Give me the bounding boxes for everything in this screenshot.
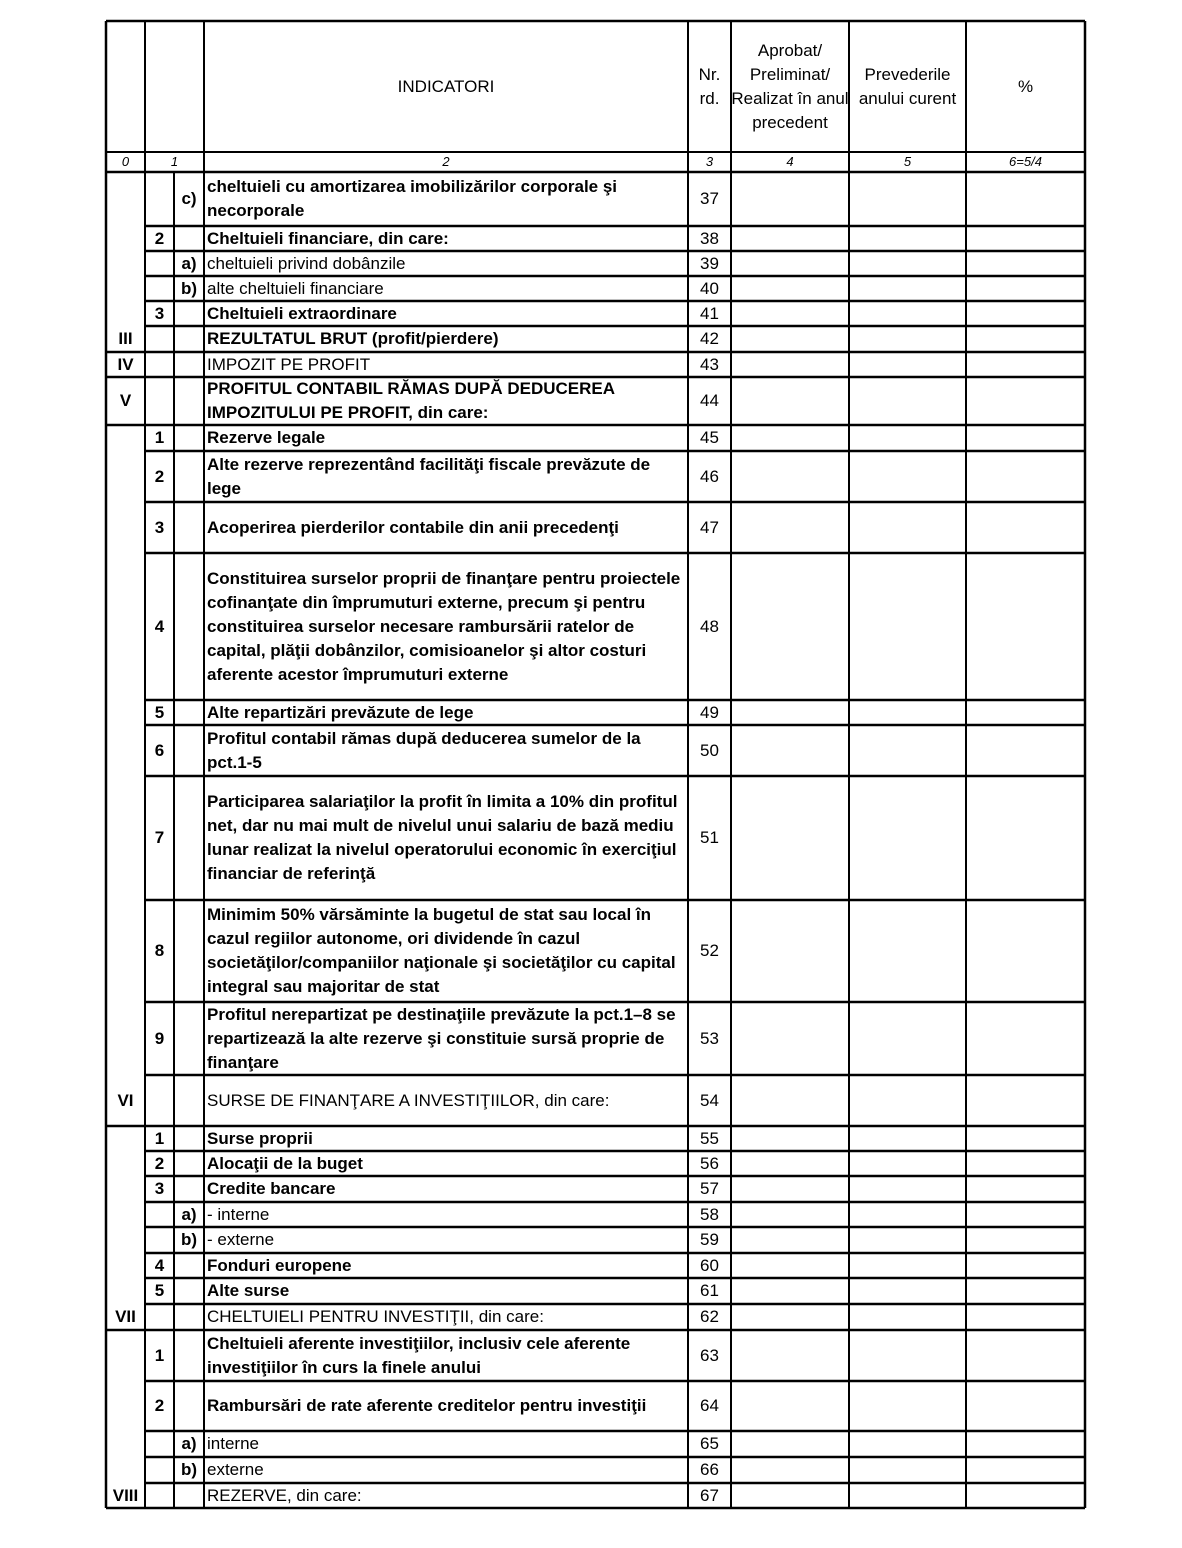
- row-indicator-text: Minimim 50% vărsăminte la bugetul de stat sau local în cazul regiilor autonome, ori dividende în cazul societăţilor/companiilor naţionale şi societăţilor cu capital integral sau majoritar de stat: [207, 905, 676, 996]
- row-value-previous-year: [731, 1431, 849, 1457]
- row-sub-letter: a): [181, 253, 197, 273]
- row-value-current-year: [849, 1151, 966, 1176]
- row-indicator-text: Cheltuieli aferente investiţiilor, inclusiv cele aferente investiţiilor în curs la finele anului: [207, 1333, 631, 1377]
- row-number: [145, 1202, 174, 1227]
- row-section-roman: [106, 1457, 145, 1483]
- row-section-roman: [106, 1431, 145, 1457]
- row-value-current-year: [849, 1075, 966, 1126]
- row-value-percent: [966, 172, 1085, 226]
- row-value-previous-year: [731, 1253, 849, 1278]
- row-section-roman: IV: [117, 354, 134, 374]
- row-number: 3: [154, 303, 165, 323]
- row-number: [145, 377, 174, 425]
- row-value-percent: [966, 1253, 1085, 1278]
- row-indicator-text: Credite bancare: [207, 1179, 336, 1198]
- row-indicator-text: Constituirea surselor proprii de finanţare pentru proiectele cofinanţate din împrumuturi externe, precum şi pentru constituirea surselor necesare rambursării ratelor de capital, plăţii dobânzilor, comisioanelor şi altor costuri aferente acestor împrumuturi externe: [207, 568, 681, 684]
- column-index-cell: 6=5/4: [1009, 154, 1042, 169]
- row-value-previous-year: [731, 1126, 849, 1151]
- row-indicator-text: - interne: [207, 1204, 270, 1224]
- row-value-percent: [966, 1202, 1085, 1227]
- header-current-year: Prevederile anului curent: [858, 64, 957, 108]
- header-nr-rd: Nr. rd.: [698, 64, 721, 108]
- row-indicator-text: - externe: [207, 1230, 275, 1249]
- row-section-roman: [106, 301, 145, 326]
- row-value-previous-year: [731, 502, 849, 553]
- row-value-previous-year: [731, 276, 849, 301]
- row-indicator-text: Rezerve legale: [207, 428, 326, 447]
- row-number: 3: [154, 517, 165, 537]
- row-value-previous-year: [731, 326, 849, 352]
- row-value-current-year: [849, 1253, 966, 1278]
- row-value-percent: [966, 1381, 1085, 1431]
- row-nr-rd: 63: [700, 1345, 719, 1365]
- row-nr-rd: 62: [700, 1307, 719, 1326]
- row-value-percent: [966, 301, 1085, 326]
- row-value-previous-year: [731, 1227, 849, 1253]
- row-number: 1: [154, 1345, 165, 1365]
- row-value-current-year: [849, 1304, 966, 1330]
- row-value-current-year: [849, 1126, 966, 1151]
- row-nr-rd: 67: [700, 1485, 719, 1505]
- row-section-roman: [106, 553, 145, 700]
- row-section-roman: [106, 1227, 145, 1253]
- row-value-previous-year: [731, 1381, 849, 1431]
- row-section-roman: [106, 700, 145, 725]
- row-value-percent: [966, 1431, 1085, 1457]
- row-indicator-text: Surse proprii: [207, 1128, 313, 1148]
- row-sub-letter: [174, 1304, 204, 1330]
- row-value-percent: [966, 326, 1085, 352]
- row-value-percent: [966, 553, 1085, 700]
- column-index-cell: 5: [903, 154, 912, 169]
- row-number: 9: [154, 1028, 165, 1048]
- row-nr-rd: 49: [700, 702, 719, 722]
- row-value-percent: [966, 1278, 1085, 1304]
- row-value-current-year: [849, 326, 966, 352]
- row-value-percent: [966, 1457, 1085, 1483]
- row-value-previous-year: [731, 301, 849, 326]
- row-nr-rd: 48: [700, 616, 719, 636]
- row-nr-rd: 40: [700, 278, 719, 298]
- row-section-roman: [106, 725, 145, 776]
- row-sub-letter: [174, 900, 204, 1002]
- row-nr-rd: 43: [700, 354, 719, 374]
- row-number: [145, 1304, 174, 1330]
- row-value-percent: [966, 776, 1085, 900]
- row-sub-letter: [174, 1330, 204, 1381]
- header-indicatori: INDICATORI: [397, 76, 495, 96]
- row-nr-rd: 57: [700, 1179, 719, 1198]
- header-percent: %: [1017, 76, 1034, 96]
- row-section-roman: [106, 451, 145, 502]
- row-sub-letter: [174, 553, 204, 700]
- row-nr-rd: 66: [700, 1460, 719, 1479]
- row-value-percent: [966, 725, 1085, 776]
- row-indicator-text: PROFITUL CONTABIL RĂMAS DUPĂ DEDUCEREA IMPOZITULUI PE PROFIT, din care:: [207, 379, 615, 422]
- row-value-percent: [966, 700, 1085, 725]
- row-section-roman: [106, 1278, 145, 1304]
- row-value-current-year: [849, 553, 966, 700]
- row-value-previous-year: [731, 1202, 849, 1227]
- row-value-current-year: [849, 1278, 966, 1304]
- row-section-roman: [106, 172, 145, 226]
- column-index-cell: 2: [442, 154, 450, 169]
- row-section-roman: [106, 1126, 145, 1151]
- row-indicator-text: externe: [207, 1460, 264, 1479]
- row-value-previous-year: [731, 451, 849, 502]
- row-number: [145, 1457, 174, 1483]
- column-index-cell: 3: [705, 154, 714, 169]
- row-sub-letter: [174, 1381, 204, 1431]
- column-index-cell: 0: [121, 154, 130, 169]
- row-sub-letter: a): [181, 1434, 197, 1453]
- row-value-previous-year: [731, 900, 849, 1002]
- row-value-current-year: [849, 700, 966, 725]
- row-value-previous-year: [731, 1457, 849, 1483]
- row-number: 2: [154, 1396, 165, 1415]
- row-indicator-text: Cheltuieli extraordinare: [207, 303, 397, 323]
- row-sub-letter: [174, 301, 204, 326]
- row-value-previous-year: [731, 352, 849, 377]
- row-section-roman: VI: [117, 1090, 134, 1110]
- row-value-previous-year: [731, 1151, 849, 1176]
- row-value-current-year: [849, 725, 966, 776]
- row-indicator-text: Profitul contabil rămas după deducerea sumelor de la pct.1-5: [207, 728, 641, 772]
- row-value-percent: [966, 251, 1085, 276]
- row-value-current-year: [849, 377, 966, 425]
- row-sub-letter: [174, 1126, 204, 1151]
- row-section-roman: [106, 1202, 145, 1227]
- row-sub-letter: [174, 1151, 204, 1176]
- row-nr-rd: 41: [700, 303, 719, 323]
- row-nr-rd: 51: [700, 828, 719, 847]
- row-nr-rd: 54: [700, 1090, 719, 1110]
- row-value-current-year: [849, 1227, 966, 1253]
- row-value-previous-year: [731, 172, 849, 226]
- row-nr-rd: 50: [700, 740, 719, 760]
- row-value-current-year: [849, 451, 966, 502]
- row-number: [145, 276, 174, 301]
- row-value-current-year: [849, 172, 966, 226]
- row-value-previous-year: [731, 377, 849, 425]
- row-value-current-year: [849, 900, 966, 1002]
- row-indicator-text: IMPOZIT PE PROFIT: [207, 354, 371, 374]
- row-value-current-year: [849, 1457, 966, 1483]
- row-number: [145, 251, 174, 276]
- row-nr-rd: 60: [700, 1255, 719, 1275]
- row-nr-rd: 55: [700, 1128, 719, 1148]
- row-indicator-text: Alte repartizări prevăzute de lege: [207, 702, 474, 722]
- row-number: [145, 1431, 174, 1457]
- row-value-percent: [966, 276, 1085, 301]
- row-indicator-text: Fonduri europene: [207, 1255, 352, 1275]
- row-value-percent: [966, 451, 1085, 502]
- row-section-roman: [106, 776, 145, 900]
- row-section-roman: [106, 1381, 145, 1431]
- row-indicator-text: Alte rezerve reprezentând facilităţi fiscale prevăzute de lege: [207, 454, 651, 498]
- row-value-current-year: [849, 1431, 966, 1457]
- row-sub-letter: [174, 502, 204, 553]
- row-section-roman: [106, 900, 145, 1002]
- row-sub-letter: [174, 1176, 204, 1202]
- row-value-previous-year: [731, 425, 849, 451]
- row-nr-rd: 61: [700, 1281, 719, 1300]
- row-indicator-text: interne: [207, 1434, 259, 1453]
- row-value-previous-year: [731, 725, 849, 776]
- row-section-roman: [106, 1002, 145, 1075]
- row-value-previous-year: [731, 1002, 849, 1075]
- row-value-previous-year: [731, 226, 849, 251]
- row-number: 8: [154, 941, 165, 960]
- row-number: 4: [154, 616, 165, 636]
- row-value-current-year: [849, 1381, 966, 1431]
- row-indicator-text: cheltuieli privind dobânzile: [207, 253, 406, 273]
- row-value-previous-year: [731, 1176, 849, 1202]
- row-nr-rd: 59: [700, 1230, 719, 1249]
- row-sub-letter: [174, 1075, 204, 1126]
- row-sub-letter: [174, 776, 204, 900]
- row-nr-rd: 47: [700, 517, 719, 537]
- row-section-roman: V: [119, 391, 132, 410]
- row-value-previous-year: [731, 1330, 849, 1381]
- row-indicator-text: Cheltuieli financiare, din care:: [207, 228, 449, 248]
- row-section-roman: [106, 251, 145, 276]
- row-sub-letter: [174, 1253, 204, 1278]
- row-value-percent: [966, 352, 1085, 377]
- row-value-percent: [966, 900, 1085, 1002]
- row-nr-rd: 39: [700, 253, 719, 273]
- row-value-current-year: [849, 1002, 966, 1075]
- row-indicator-text: Acoperirea pierderilor contabile din anii precedenţi: [207, 517, 619, 537]
- row-indicator-text: Profitul nerepartizat pe destinaţiile prevăzute la pct.1–8 se repartizează la alte rezerve şi constituie sursă proprie de finanţare: [207, 1004, 676, 1072]
- row-section-roman: [106, 1253, 145, 1278]
- row-number: [145, 1075, 174, 1126]
- row-nr-rd: 58: [700, 1204, 719, 1224]
- row-number: 2: [154, 466, 165, 486]
- row-section-roman: [106, 502, 145, 553]
- row-value-current-year: [849, 276, 966, 301]
- row-nr-rd: 45: [700, 428, 719, 447]
- row-value-current-year: [849, 425, 966, 451]
- row-number: 2: [154, 1153, 165, 1173]
- column-index-cell: 4: [786, 154, 794, 169]
- row-indicator-text: Participarea salariaţilor la profit în limita a 10% din profitul net, dar nu mai mult de nivelul unui salariu de bază mediu lunar realizat la nivelul operatorului economic în exerciţiul financiar de referinţă: [207, 792, 678, 883]
- row-value-previous-year: [731, 700, 849, 725]
- row-value-previous-year: [731, 1483, 849, 1508]
- header-previous-year: Aprobat/ Preliminat/ Realizat în anul precedent: [731, 40, 849, 132]
- row-nr-rd: 64: [700, 1396, 719, 1415]
- row-value-current-year: [849, 352, 966, 377]
- row-value-current-year: [849, 1330, 966, 1381]
- row-sub-letter: b): [180, 1460, 198, 1479]
- row-nr-rd: 44: [700, 391, 719, 410]
- row-value-current-year: [849, 301, 966, 326]
- row-value-percent: [966, 377, 1085, 425]
- row-sub-letter: [174, 700, 204, 725]
- row-number: 5: [154, 702, 165, 722]
- row-value-percent: [966, 1227, 1085, 1253]
- row-number: [145, 172, 174, 226]
- row-number: 4: [154, 1255, 165, 1275]
- row-value-current-year: [849, 502, 966, 553]
- row-indicator-text: Alocaţii de la buget: [207, 1153, 363, 1173]
- row-value-current-year: [849, 1483, 966, 1508]
- row-value-percent: [966, 502, 1085, 553]
- row-indicator-text: Rambursări de rate aferente creditelor pentru investiţii: [207, 1396, 647, 1415]
- row-number: 7: [154, 828, 165, 847]
- row-indicator-text: SURSE DE FINANŢARE A INVESTIŢIILOR, din care:: [207, 1090, 610, 1110]
- row-value-previous-year: [731, 1304, 849, 1330]
- row-number: 3: [154, 1179, 165, 1198]
- row-number: [145, 326, 174, 352]
- row-sub-letter: [174, 1278, 204, 1304]
- row-value-current-year: [849, 1176, 966, 1202]
- row-sub-letter: [174, 1483, 204, 1508]
- row-number: 5: [154, 1281, 165, 1300]
- row-sub-letter: b): [180, 1230, 198, 1249]
- row-indicator-text: cheltuieli cu amortizarea imobilizărilor corporale şi necorporale: [207, 177, 618, 220]
- row-value-current-year: [849, 1202, 966, 1227]
- row-sub-letter: [174, 377, 204, 425]
- row-section-roman: [106, 1151, 145, 1176]
- row-value-current-year: [849, 776, 966, 900]
- row-value-previous-year: [731, 1075, 849, 1126]
- row-indicator-text: CHELTUIELI PENTRU INVESTIŢII, din care:: [207, 1307, 544, 1326]
- row-nr-rd: 52: [700, 941, 719, 960]
- row-number: 1: [154, 1128, 165, 1148]
- row-indicator-text: alte cheltuieli financiare: [207, 278, 384, 298]
- row-indicator-text: REZERVE, din care:: [207, 1485, 362, 1505]
- row-sub-letter: [174, 425, 204, 451]
- row-section-roman: VIII: [112, 1485, 139, 1505]
- row-sub-letter: a): [181, 1204, 197, 1224]
- row-number: [145, 352, 174, 377]
- row-section-roman: [106, 1176, 145, 1202]
- row-value-current-year: [849, 226, 966, 251]
- row-value-previous-year: [731, 251, 849, 276]
- row-nr-rd: 65: [700, 1434, 719, 1453]
- row-section-roman: [106, 425, 145, 451]
- row-nr-rd: 56: [700, 1153, 719, 1173]
- row-section-roman: [106, 276, 145, 301]
- column-index-cell: 1: [170, 154, 179, 169]
- row-sub-letter: b): [180, 278, 198, 298]
- row-section-roman: [106, 226, 145, 251]
- row-value-percent: [966, 1151, 1085, 1176]
- row-value-previous-year: [731, 776, 849, 900]
- row-number: 1: [154, 428, 165, 447]
- row-sub-letter: [174, 725, 204, 776]
- row-value-percent: [966, 1075, 1085, 1126]
- row-sub-letter: [174, 326, 204, 352]
- row-sub-letter: [174, 451, 204, 502]
- row-nr-rd: 42: [700, 329, 719, 348]
- row-nr-rd: 46: [700, 466, 719, 486]
- row-sub-letter: [174, 1002, 204, 1075]
- row-section-roman: [106, 1330, 145, 1381]
- row-number: [145, 1483, 174, 1508]
- row-value-percent: [966, 1002, 1085, 1075]
- row-sub-letter: c): [181, 189, 197, 208]
- row-value-current-year: [849, 251, 966, 276]
- row-number: [145, 1227, 174, 1253]
- row-number: 6: [154, 740, 165, 760]
- row-sub-letter: [174, 226, 204, 251]
- row-number: 2: [154, 228, 165, 248]
- row-indicator-text: Alte surse: [207, 1281, 290, 1300]
- row-section-roman: VII: [115, 1307, 136, 1326]
- row-value-percent: [966, 226, 1085, 251]
- row-section-roman: III: [118, 329, 133, 348]
- row-value-previous-year: [731, 1278, 849, 1304]
- row-value-percent: [966, 1304, 1085, 1330]
- row-value-percent: [966, 1330, 1085, 1381]
- row-value-percent: [966, 1483, 1085, 1508]
- row-value-percent: [966, 425, 1085, 451]
- row-nr-rd: 53: [700, 1028, 719, 1048]
- row-nr-rd: 38: [700, 228, 719, 248]
- row-value-percent: [966, 1126, 1085, 1151]
- row-value-percent: [966, 1176, 1085, 1202]
- row-indicator-text: REZULTATUL BRUT (profit/pierdere): [207, 329, 499, 348]
- row-value-previous-year: [731, 553, 849, 700]
- row-nr-rd: 37: [700, 189, 719, 208]
- row-sub-letter: [174, 352, 204, 377]
